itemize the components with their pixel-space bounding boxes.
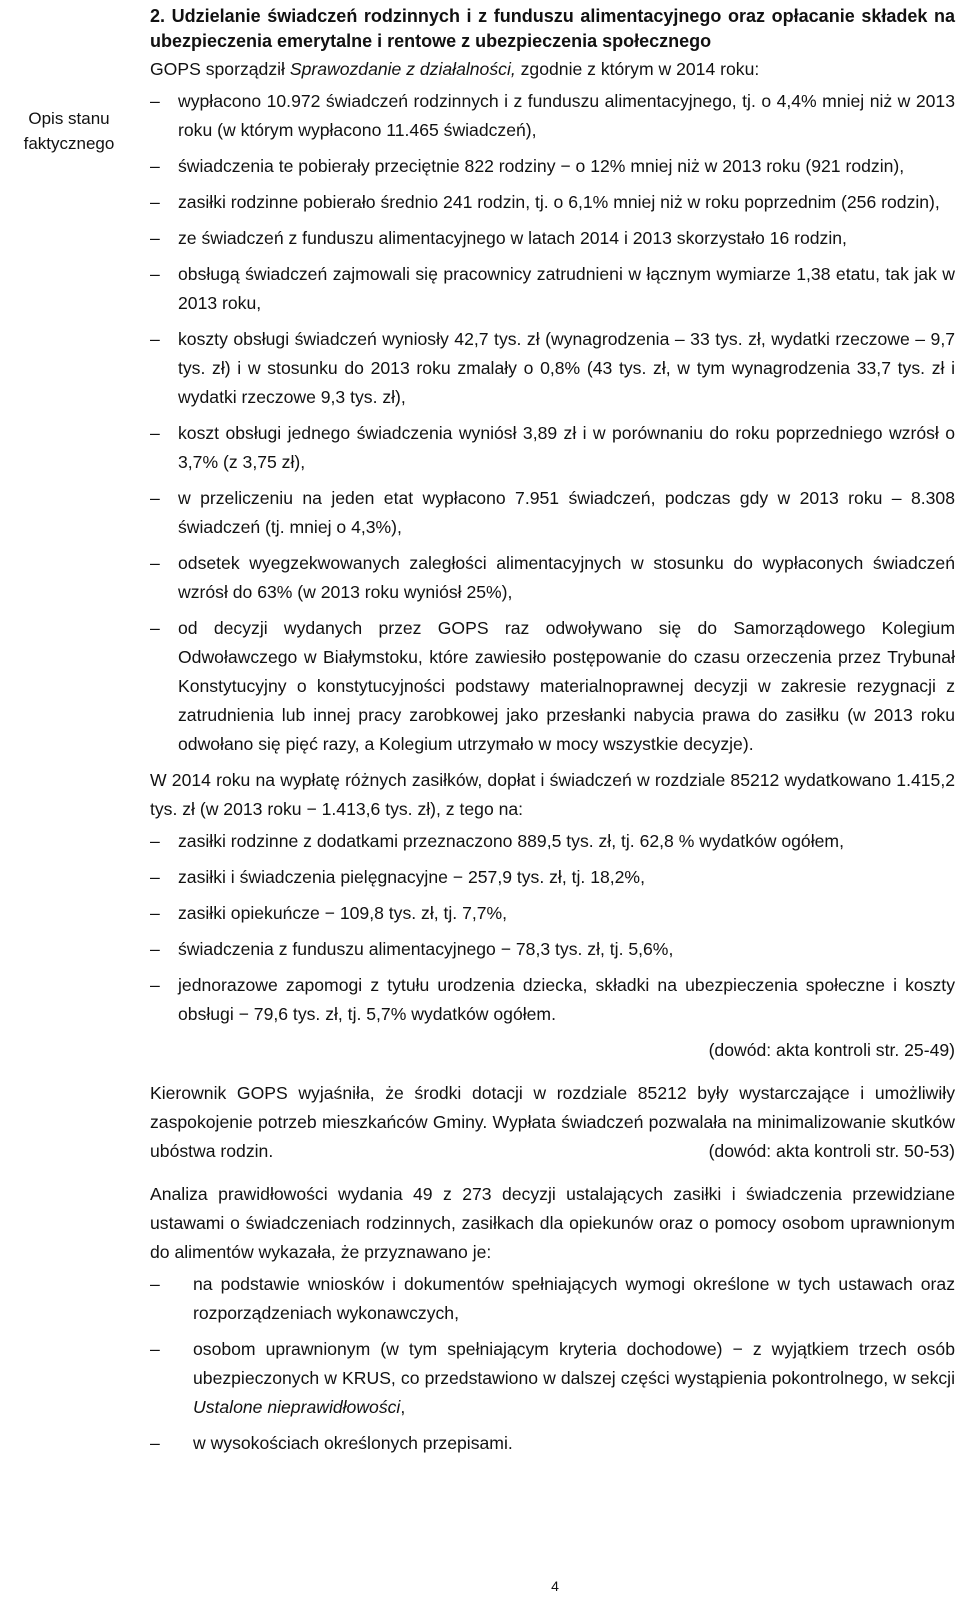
analysis-paragraph: Analiza prawidłowości wydania 49 z 273 decyzji ustalających zasiłki i świadczenia przewidziane ustawami o świadczeniach rodzinnych, zasiłkach dla opiekunów oraz o pomocy osobom uprawnionym do alimentów wykazała, że przyznawano je: [150,1184,955,1262]
list-item [150,1335,955,1422]
list-item: – zasiłki rodzinne z dodatkami przeznaczono 889,5 tys. zł, tj. 62,8 % wydatków ogółem, [150,827,955,856]
explanation-paragraph [150,1079,955,1166]
side-label-line1: Opis stanu [28,109,110,128]
list-item: – obsługą świadczeń zajmowali się pracownicy zatrudnieni w łącznym wymiarze 1,38 etatu, tak jak w 2013 roku, [150,260,955,318]
intro-before: GOPS sporządził [150,59,290,79]
list-item [150,1270,955,1328]
list-item: – ze świadczeń z funduszu alimentacyjnego w latach 2014 i 2013 skorzystało 16 rodzin, [150,224,955,253]
expenditure-list [150,827,955,1029]
evidence-reference-2: (dowód: akta kontroli str. 50-53) [708,1141,955,1161]
section-title: Udzielanie świadczeń rodzinnych i z funduszu alimentacyjnego oraz opłacanie składek na ubezpieczenia emerytalne i rentowe z ubezpieczenia społecznego [150,6,955,51]
list-item-text: osobom uprawnionym (w tym spełniającym kryteria dochodowe) − z wyjątkiem trzech osób ubezpieczonych w KRUS, co przedstawiono w dalszej części wystąpienia pokontrolnego, w sekcji [193,1339,955,1388]
list-item-italic: Ustalone nieprawidłowości [193,1397,401,1417]
page-number: 4 [551,1578,559,1594]
list-item: – świadczenia z funduszu alimentacyjnego − 78,3 tys. zł, tj. 5,6%, [150,935,955,964]
facts-list [150,87,955,759]
explanation-text: Kierownik GOPS wyjaśniła, że środki dotacji w rozdziale 85212 były wystarczające i umożliwiły zaspokojenie potrzeb mieszkańców Gminy. Wypłata świadczeń pozwalała na minimalizowanie skutków ubóstwa rodzin. [150,1083,955,1161]
intro-after: zgodnie z którym w 2014 roku: [515,59,760,79]
intro-paragraph [150,55,955,84]
evidence-reference-1: (dowód: akta kontroli str. 25-49) [708,1040,955,1060]
list-item-suffix: , [400,1397,406,1417]
expenditure-paragraph: W 2014 roku na wypłatę różnych zasiłków, dopłat i świadczeń w rozdziale 85212 wydatkowano 1.415,2 tys. zł (w 2013 roku − 1.413,6 tys. zł), z tego na: [150,770,955,819]
section-number: 2. [150,6,166,26]
list-item: – w przeliczeniu na jeden etat wypłacono 7.951 świadczeń, podczas gdy w 2013 roku – 8.308 świadczeń (tj. mniej o 4,3%), [150,484,955,542]
findings-list [150,1270,955,1458]
list-item: – jednorazowe zapomogi z tytułu urodzenia dziecka, składki na ubezpieczenia społeczne i koszty obsługi − 79,6 tys. zł, tj. 5,7% wydatków ogółem. [150,971,955,1029]
intro-italic-title: Sprawozdanie z działalności, [289,59,516,79]
list-item: – świadczenia te pobierały przeciętnie 822 rodziny − o 12% mniej niż w 2013 roku (921 rodzin), [150,152,955,181]
list-item: – wypłacono 10.972 świadczeń rodzinnych i z funduszu alimentacyjnego, tj. o 4,4% mniej niż w 2013 roku (w którym wypłacono 11.465 świadczeń), [150,87,955,145]
list-item: – koszt obsługi jednego świadczenia wyniósł 3,89 zł i w porównaniu do roku poprzedniego wzrósł o 3,7% (z 3,75 zł), [150,419,955,477]
side-label-line2: faktycznego [23,134,115,153]
list-item-text: w wysokościach określonych przepisami. [193,1433,513,1453]
section-heading [150,4,955,53]
list-item: – koszty obsługi świadczeń wyniosły 42,7 tys. zł (wynagrodzenia – 33 tys. zł, wydatki rzeczowe – 9,7 tys. zł) i w stosunku do 2013 roku zmalały o 0,8% (43 tys. zł, w tym wynagrodzenia 33,7 tys. zł i wydatki rzeczowe 9,3 tys. zł), [150,325,955,412]
list-item: – od decyzji wydanych przez GOPS raz odwoływano się do Samorządowego Kolegium Odwoławczego w Białymstoku, które zawiesiło postępowanie do czasu orzeczenia przez Trybunał Konstytucyjny o konstytucyjności podstawy materialnoprawnej decyzji w zakresie rezygnacji z zatrudnienia lub innej pracy zarobkowej jako przesłanki nabycia prawa do zasiłku (w 2013 roku odwołano się pięć razy, a Kolegium utrzymało w mocy wszystkie decyzje). [150,614,955,759]
list-item [150,1429,955,1458]
list-item: – zasiłki i świadczenia pielęgnacyjne − 257,9 tys. zł, tj. 18,2%, [150,863,955,892]
section-side-label [2,106,136,156]
list-item-text: na podstawie wniosków i dokumentów spełniających wymogi określone w tych ustawach oraz rozporządzeniach wykonawczych, [193,1274,955,1323]
main-content [150,0,955,1465]
list-item: – zasiłki opiekuńcze − 109,8 tys. zł, tj. 7,7%, [150,899,955,928]
list-item: – zasiłki rodzinne pobierało średnio 241 rodzin, tj. o 6,1% mniej niż w roku poprzednim (256 rodzin), [150,188,955,217]
list-item: – odsetek wyegzekwowanych zaległości alimentacyjnych w stosunku do wypłaconych świadczeń wzrósł do 63% (w 2013 roku wyniósł 25%), [150,549,955,607]
